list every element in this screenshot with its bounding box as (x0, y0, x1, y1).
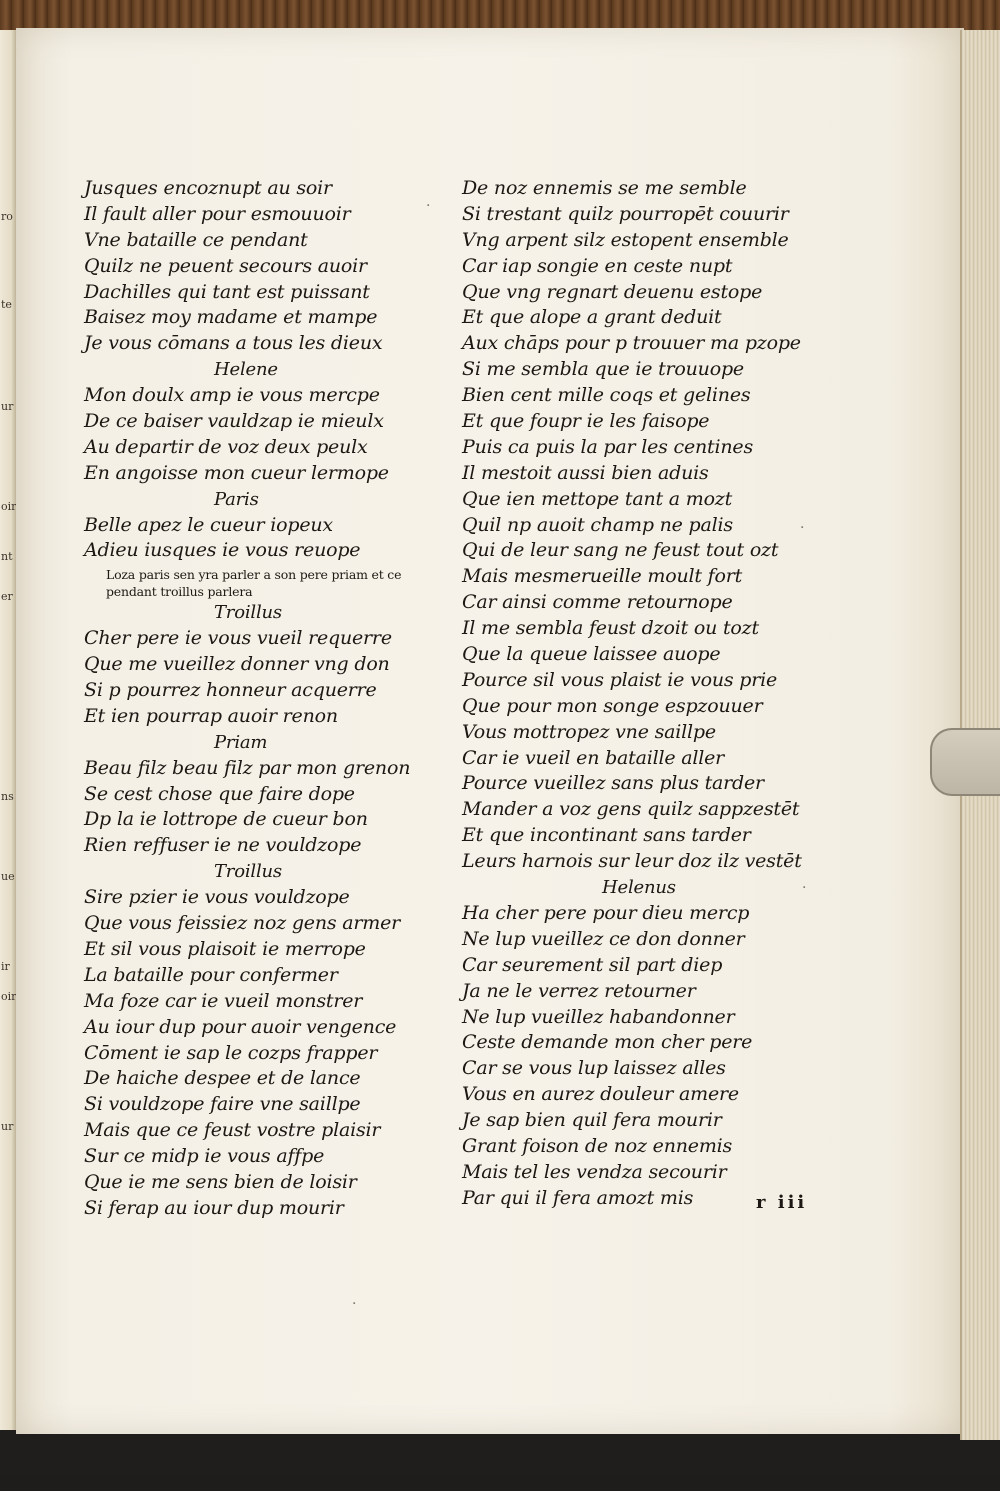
verse-line: Car iap songie en ceste nupt (462, 254, 733, 277)
verse-line: Et que alope a grant deduit (462, 306, 722, 329)
verse-line: Et sil vous plaisoit ie merrope (84, 937, 366, 960)
verse-line: Baisez moy madame et mampe (84, 306, 378, 329)
verse-line: Beau filz beau filz par mon grenon (84, 756, 411, 779)
verse-line: Si vouldzope faire vne saillpe (84, 1093, 361, 1116)
signature-mark: r iii (756, 1192, 808, 1213)
verse-line: Si me sembla que ie trouuope (462, 358, 744, 381)
verse-line: Rien reffuser ie ne vouldzope (84, 834, 362, 857)
facing-page-fragment: ro (1, 210, 13, 223)
speaker-heading: Troillus (214, 602, 282, 624)
verse-line: Vne bataille ce pendant (84, 228, 308, 251)
verse-line: La bataille pour confermer (84, 963, 338, 986)
verse-line: Dachilles qui tant est puissant (84, 280, 370, 303)
facing-page-fragment: ur (1, 400, 14, 413)
verse-line: Car ainsi comme retournope (462, 591, 733, 614)
verse-line: Si p pourrez honneur acquerre (84, 679, 377, 702)
facing-page-fragment: er (1, 590, 13, 603)
verse-line: Si trestant quilz pourropēt couurir (462, 202, 789, 225)
verse-line: Grant foison de noz ennemis (462, 1134, 733, 1157)
verse-line: Au iour dup pour auoir vengence (84, 1015, 397, 1038)
verse-line: Que ie me sens bien de loisir (84, 1170, 357, 1193)
verse-line: Se cest chose que faire dope (84, 782, 355, 805)
verse-line: Mais mesmerueille moult fort (462, 565, 743, 588)
verse-line: Ne lup vueillez habandonner (462, 1005, 735, 1028)
speaker-heading: Troillus (214, 861, 282, 883)
verse-line: Adieu iusques ie vous reuope (84, 539, 361, 562)
facing-page-fragment: oir (1, 500, 16, 513)
verse-line: Qui de leur sang ne feust tout ozt (462, 539, 779, 562)
verse-line: Cher pere ie vous vueil requerre (84, 627, 392, 650)
verse-line: Ne lup vueillez ce don donner (462, 927, 745, 950)
ink-speck: · (802, 880, 807, 896)
facing-page-fragment: nt (1, 550, 13, 563)
left-text-column (84, 176, 454, 1222)
verse-line: De haiche despee et de lance (84, 1067, 361, 1090)
facing-page-fragment: ir (1, 960, 10, 973)
verse-line: Pource vueillez sans plus tarder (462, 772, 764, 795)
speaker-heading: Paris (214, 488, 259, 510)
facing-page-fragment: te (1, 298, 12, 311)
verse-line: Par qui il fera amozt mis (462, 1186, 694, 1209)
verse-line: Vous mottropez vne saillpe (462, 720, 716, 743)
verse-line: Pource sil vous plaist ie vous prie (462, 668, 778, 691)
verse-line: Au departir de voz deux peulx (84, 435, 368, 458)
verse-line: Et que foupr ie les faisope (462, 410, 710, 433)
verse-line: Vous en aurez douleur amere (462, 1083, 739, 1106)
verse-line: Mander a voz gens quilz sappzestēt (462, 798, 800, 821)
verse-line: Car se vous lup laissez alles (462, 1057, 726, 1080)
verse-line: Que vous feissiez noz gens armer (84, 912, 401, 935)
verse-line: Ja ne le verrez retourner (462, 979, 696, 1002)
verse-line: Quilz ne peuent secours auoir (84, 254, 367, 277)
speaker-heading: Priam (214, 731, 268, 753)
facing-page-fragment: oir (1, 990, 16, 1003)
verse-line: Il me sembla feust dzoit ou tozt (462, 617, 759, 640)
verse-line: Puis ca puis la par les centines (462, 435, 753, 458)
facing-page-fragment: ue (1, 870, 15, 883)
verse-line: Jusques encoznupt au soir (84, 177, 332, 199)
verse-line: Car ie vueil en bataille aller (462, 746, 725, 769)
verse-line: Il mestoit aussi bien aduis (462, 461, 709, 484)
verse-line: Et ien pourrap auoir renon (84, 704, 338, 727)
speaker-heading: Helene (214, 359, 278, 381)
verse-line: Que la queue laissee auope (462, 643, 721, 666)
verse-line: Car seurement sil part diep (462, 953, 723, 976)
verse-line: Que pour mon songe espzouuer (462, 694, 763, 717)
verse-line: Mais tel les vendza secourir (462, 1160, 727, 1183)
verse-line: Ceste demande mon cher pere (462, 1031, 753, 1054)
verse-line: Quil np auoit champ ne palis (462, 513, 733, 536)
facing-page-fragment: ur (1, 1120, 14, 1133)
speaker-heading: Helenus (602, 877, 676, 899)
verse-line: Et que incontinant sans tarder (462, 824, 751, 847)
facing-page-fragment: ns (1, 790, 14, 803)
verse-line: Cōment ie sap le cozps frapper (84, 1041, 378, 1064)
verse-line: Dp la ie lottrope de cueur bon (84, 808, 368, 831)
verse-line: Vng arpent silz estopent ensemble (462, 228, 789, 251)
right-text-column (462, 176, 842, 1212)
ink-speck: · (800, 520, 805, 536)
verse-line: Mon doulx amp ie vous mercpe (84, 384, 380, 407)
verse-line: De noz ennemis se me semble (462, 177, 747, 199)
verse-line: Sur ce midp ie vous affpe (84, 1145, 325, 1168)
verse-line: Il fault aller pour esmouuoir (84, 202, 351, 225)
verse-line: Mais que ce feust vostre plaisir (84, 1119, 381, 1142)
verse-line: Leurs harnois sur leur doz ilz vestēt (462, 850, 802, 873)
verse-line: Que me vueillez donner vng don (84, 653, 390, 676)
facing-page-edge (0, 30, 16, 1430)
verse-line: Sire pzier ie vous vouldzope (84, 886, 350, 909)
verse-line: Ha cher pere pour dieu mercp (462, 901, 750, 924)
stage-direction: Loza paris sen yra parler a son pere priam et ce pendant troillus parlera (106, 567, 402, 600)
verse-line: Je vous cōmans a tous les dieux (84, 332, 383, 355)
ink-speck: · (352, 1296, 357, 1312)
verse-line: Bien cent mille coqs et gelines (462, 384, 751, 407)
verse-line: Que vng regnart deuenu estope (462, 280, 763, 303)
bookmark-tab[interactable] (930, 728, 1000, 796)
verse-line: Belle apez le cueur iopeux (84, 513, 333, 536)
verse-line: De ce baiser vauldzap ie mieulx (84, 410, 384, 433)
verse-line: Si ferap au iour dup mourir (84, 1196, 344, 1219)
ink-speck: · (426, 198, 431, 214)
verse-line: Que ien mettope tant a mozt (462, 487, 733, 510)
verse-line: Ma foze car ie vueil monstrer (84, 989, 363, 1012)
verse-line: En angoisse mon cueur lermope (84, 461, 389, 484)
verse-line: Je sap bien quil fera mourir (462, 1109, 722, 1132)
verse-line: Aux chāps pour p trouuer ma pzope (462, 332, 801, 355)
